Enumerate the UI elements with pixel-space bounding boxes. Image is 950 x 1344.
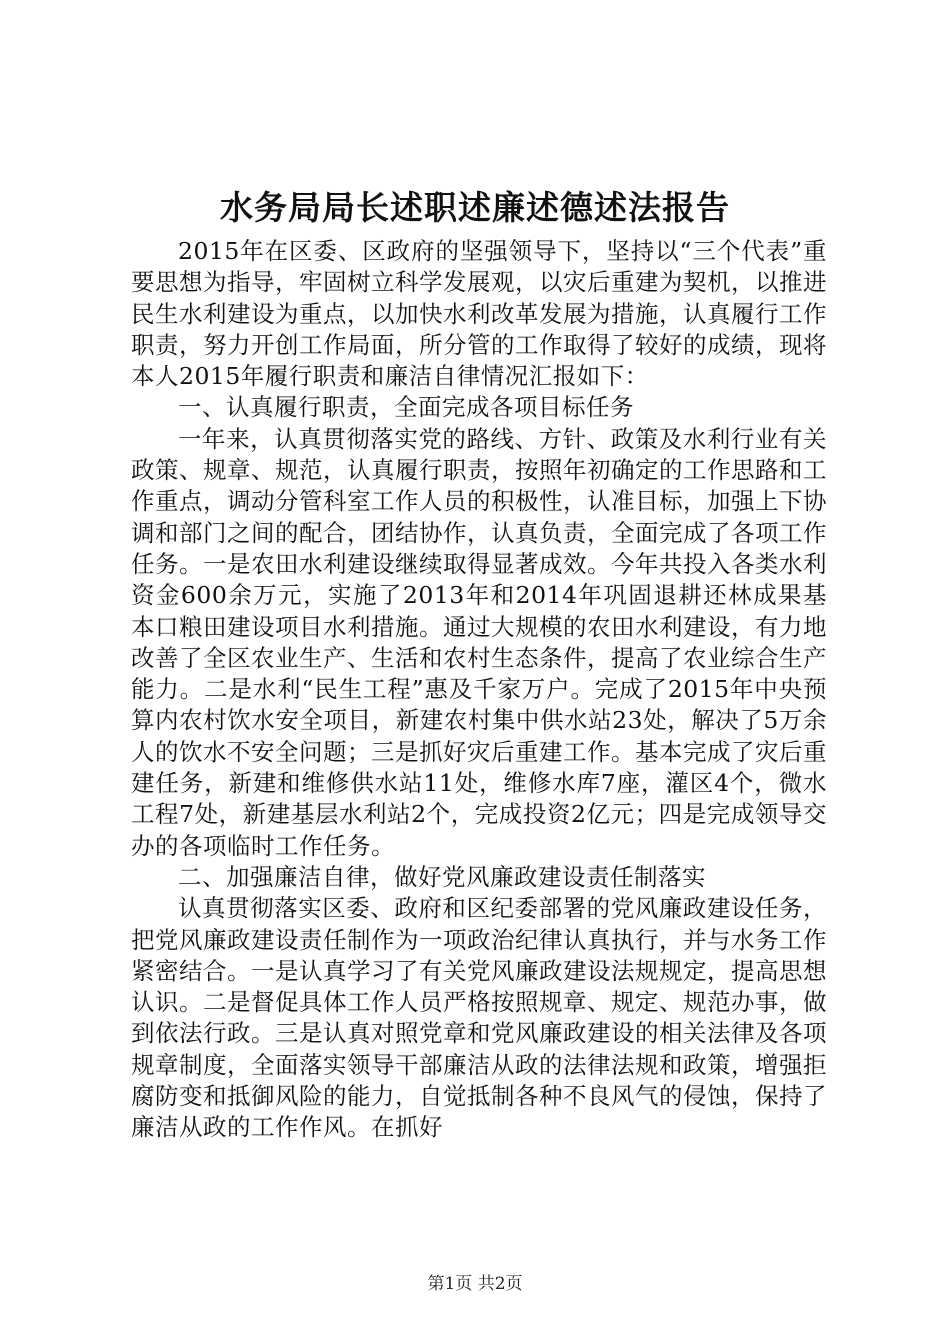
section-heading-1: 一、认真履行职责，全面完成各项目标任务: [178, 393, 634, 422]
paragraph-intro: 2015年在区委、区政府的坚强领导下，坚持以“三个代表”重要思想为指导，牢固树立科学发展观，以灾后重建为契机，以推进民生水利建设为重点，以加快水利改革发展为措施，认真履行工作职责，努力开创工作局面，所分管的工作取得了较好的成绩，现将本人2015年履行职责和廉洁自律情况汇报如下：: [131, 237, 827, 391]
paragraph-section-2: 认真贯彻落实区委、政府和区纪委部署的党风廉政建设任务，把党风廉政建设责任制作为一项政治纪律认真执行，并与水务工作紧密结合。一是认真学习了有关党风廉政建设法规规定，提高思想认识。二是督促具体工作人员严格按照规章、规定、规范办事，做到依法行政。三是认真对照党章和党风廉政建设的相关法律及各项规章制度，全面落实领导干部廉洁从政的法律法规和政策，增强拒腐防变和抵御风险的能力，自觉抵制各种不良风气的侵蚀，保持了廉洁从政的工作作风。在抓好: [131, 894, 827, 1142]
paragraph-section-1: 一年来，认真贯彻落实党的路线、方针、政策及水利行业有关政策、规章、规范，认真履行职责，按照年初确定的工作思路和工作重点，调动分管科室工作人员的积极性，认准目标，加强上下协调和部门之间的配合，团结协作，认真负责，全面完成了各项工作任务。一是农田水利建设继续取得显著成效。今年共投入各类水利资金600余万元，实施了2013年和2014年巩固退耕还林成果基本口粮田建设项目水利措施。通过大规模的农田水利建设，有力地改善了全区农业生产、生活和农村生态条件，提高了农业综合生产能力。二是水利“民生工程”惠及千家万户。完成了2015年中央预算内农村饮水安全项目，新建农村集中供水站23处，解决了5万余人的饮水不安全问题；三是抓好灾后重建工作。基本完成了灾后重建任务，新建和维修供水站11处，维修水库7座，灌区4个，微水工程7处，新建基层水利站2个，完成投资2亿元；四是完成领导交办的各项临时工作任务。: [131, 424, 827, 860]
section-heading-2: 二、加强廉洁自律，做好党风廉政建设责任制落实: [178, 862, 706, 891]
document-body: [131, 236, 827, 1144]
page-number: 第1页 共2页: [427, 1274, 523, 1294]
document-title: 水务局局长述职述廉述德述法报告: [220, 188, 730, 227]
